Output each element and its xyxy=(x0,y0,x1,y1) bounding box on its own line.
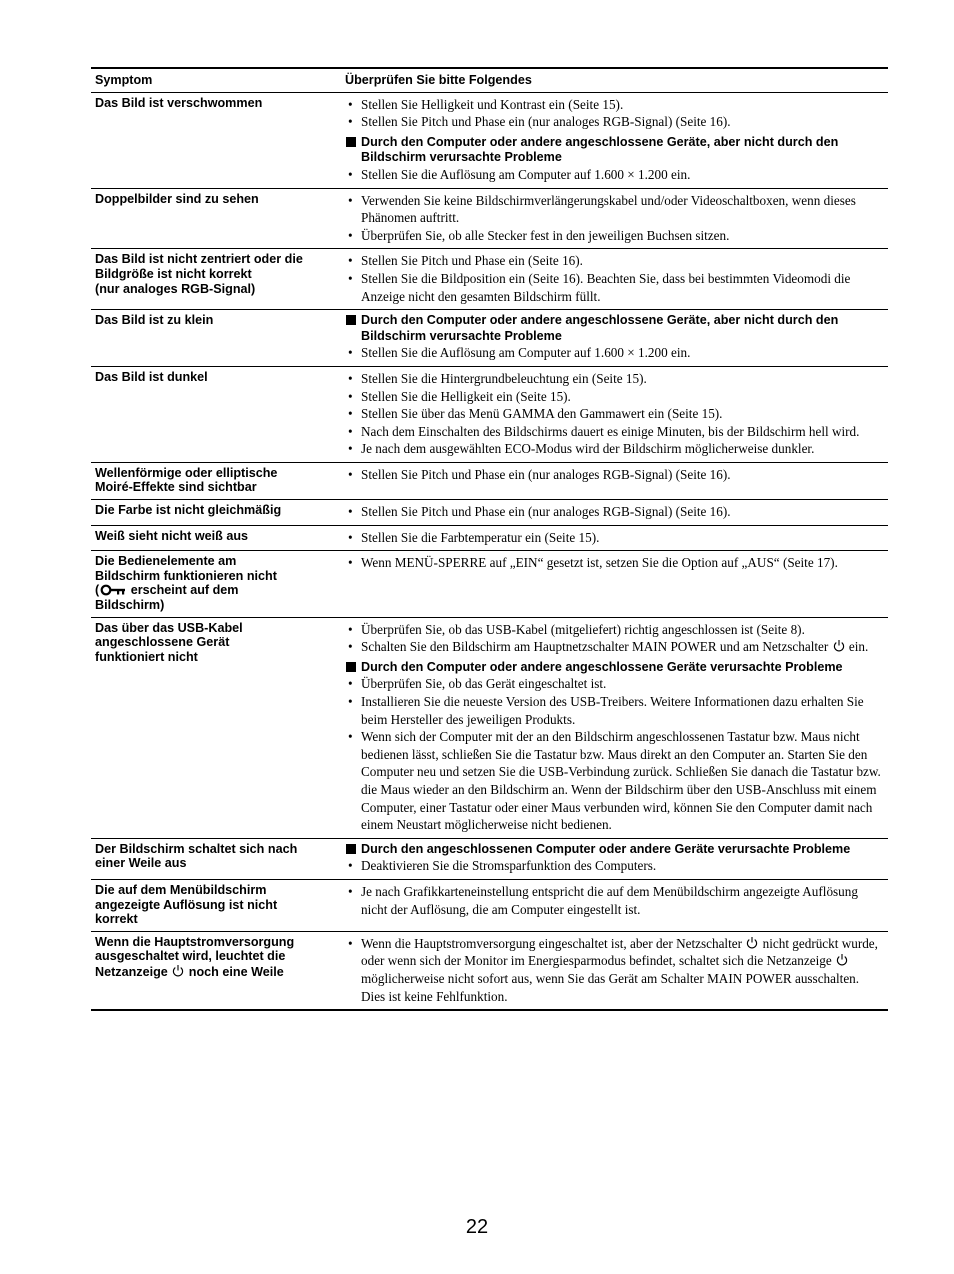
symptom-cell: Das Bild ist verschwommen xyxy=(95,95,263,110)
symptom-line: Die auf dem Menübildschirm xyxy=(95,882,267,897)
table-row xyxy=(91,310,888,367)
symptom-line: angeschlossene Gerät xyxy=(95,635,230,650)
symptom-cell xyxy=(91,551,341,616)
check-cell xyxy=(341,93,888,188)
table-row xyxy=(91,93,888,189)
list-item: • Überprüfen Sie, ob das USB-Kabel (mitgeliefert) richtig angeschlossen ist (Seite 8). xyxy=(343,621,884,639)
list-item: • Stellen Sie die Hintergrundbeleuchtung ein (Seite 15). xyxy=(343,370,884,388)
list-item: • Wenn sich der Computer mit der an den Bildschirm angeschlossenen Tastatur bzw. Maus nicht bedienen lässt, schließen Sie die Tastatur bzw. Maus direkt an den Computer an. Starten Sie den Computer neu und setzen Sie die USB-Verbindung zurück. Schließen Sie danach die Tastatur bzw. die Maus wieder an den Bildschirm an. Wenn der Bildschirm über den USB-Anschluss mit einem Computer, einer Tastatur oder einer Maus verbunden wird, können Sie den Computer damit nach einem Neustart möglicherweise nicht bedienen. xyxy=(343,728,884,834)
symptom-line: Wellenförmige oder elliptische xyxy=(95,465,278,480)
list-item: • Stellen Sie über das Menü GAMMA den Gammawert ein (Seite 15). xyxy=(343,405,884,423)
symptom-line: angezeigte Auflösung ist nicht xyxy=(95,897,278,912)
table-row xyxy=(91,463,888,500)
list-item: • Je nach dem ausgewählten ECO-Modus wird der Bildschirm möglicherweise dunkler. xyxy=(343,440,884,458)
symptom-text: noch eine Weile xyxy=(185,964,284,979)
symptom-cell xyxy=(91,618,341,838)
symptom-line: (nur analoges RGB-Signal) xyxy=(95,281,256,296)
list-item: • Stellen Sie die Auflösung am Computer auf 1.600 × 1.200 ein. xyxy=(343,166,884,184)
symptom-line xyxy=(95,964,337,980)
table-row xyxy=(91,880,888,932)
symptom-line: Bildschirm) xyxy=(95,598,165,613)
symptom-line: korrekt xyxy=(95,912,138,927)
check-cell xyxy=(341,932,888,1009)
symptom-cell xyxy=(91,463,341,499)
symptom-line: Das Bild ist nicht zentriert oder die xyxy=(95,252,303,267)
list-item-text: möglicherweise nicht sofort aus, wenn Sie das Gerät am Schalter MAIN POWER ausschalten. Dies ist keine Fehlfunktion. xyxy=(361,970,860,1004)
list-item: • Stellen Sie die Auflösung am Computer auf 1.600 × 1.200 ein. xyxy=(343,344,884,362)
list-item: • Stellen Sie Pitch und Phase ein (nur analoges RGB-Signal) (Seite 16). xyxy=(343,113,884,131)
check-cell xyxy=(341,500,888,525)
list-item: • Stellen Sie die Farbtemperatur ein (Seite 15). xyxy=(343,529,884,547)
list-item: • Stellen Sie die Helligkeit ein (Seite 15). xyxy=(343,388,884,406)
symptom-cell: Weiß sieht nicht weiß aus xyxy=(95,528,249,543)
square-bullet-icon xyxy=(346,137,356,147)
symptom-cell: Das Bild ist dunkel xyxy=(95,369,208,384)
table-row xyxy=(91,367,888,463)
list-item: • Stellen Sie die Bildposition ein (Seite 16). Beachten Sie, dass bei bestimmten Videomodi die Anzeige nicht den gesamten Bildschirm füllt. xyxy=(343,270,884,305)
check-cell xyxy=(341,367,888,462)
troubleshooting-table xyxy=(91,67,888,1011)
symptom-line: Bildschirm funktionieren nicht xyxy=(95,568,277,583)
header-check: Überprüfen Sie bitte Folgendes xyxy=(345,73,532,87)
symptom-line: Bildgröße ist nicht korrekt xyxy=(95,266,252,281)
section-heading-text: Durch den Computer oder andere angeschlossene Geräte, aber nicht durch den Bildschirm verursachte Probleme xyxy=(361,134,839,165)
list-item: • Stellen Sie Helligkeit und Kontrast ein (Seite 15). xyxy=(343,96,884,114)
section-heading-text: Durch den Computer oder andere angeschlossene Geräte, aber nicht durch den Bildschirm verursachte Probleme xyxy=(361,313,839,343)
symptom-cell xyxy=(91,839,341,879)
key-icon xyxy=(100,584,126,596)
page-number: 22 xyxy=(465,1216,489,1238)
symptom-text: ( xyxy=(95,583,100,598)
table-row xyxy=(91,839,888,880)
symptom-text: erscheint auf dem xyxy=(127,583,239,598)
symptom-line: Das über das USB-Kabel xyxy=(95,620,243,635)
check-cell xyxy=(341,880,888,931)
header-symptom: Symptom xyxy=(95,73,153,87)
symptom-cell: Das Bild ist zu klein xyxy=(95,313,214,328)
symptom-line: Moiré-Effekte sind sichtbar xyxy=(95,480,257,495)
symptom-line: Die Bedienelemente am xyxy=(95,554,237,569)
list-item xyxy=(343,935,884,1005)
power-icon xyxy=(833,639,845,652)
symptom-cell: Doppelbilder sind zu sehen xyxy=(95,191,259,206)
check-cell xyxy=(341,310,888,366)
list-item: • Verwenden Sie keine Bildschirmverlängerungskabel und/oder Videoschaltboxen, wenn dieses Phänomen auftritt. xyxy=(343,192,884,227)
list-item: • Überprüfen Sie, ob das Gerät eingeschaltet ist. xyxy=(343,675,884,693)
section-heading xyxy=(343,842,884,858)
list-item-text: ein. xyxy=(845,639,869,655)
symptom-cell: Die Farbe ist nicht gleichmäßig xyxy=(95,503,282,518)
list-item-text: Wenn die Hauptstromversorgung eingeschaltet ist, aber der Netzschalter xyxy=(361,935,746,951)
section-heading xyxy=(343,313,884,344)
check-cell xyxy=(341,551,888,616)
power-icon xyxy=(836,953,848,966)
power-icon xyxy=(746,936,758,949)
table-row xyxy=(91,249,888,310)
square-bullet-icon xyxy=(346,315,356,325)
list-item: • Stellen Sie Pitch und Phase ein (Seite 16). xyxy=(343,252,884,270)
table-row xyxy=(91,932,888,1009)
check-cell xyxy=(341,189,888,249)
list-item: • Wenn MENÜ-SPERRE auf „EIN“ gesetzt ist, setzen Sie die Option auf „AUS“ (Seite 17). xyxy=(343,554,884,572)
list-item: • Überprüfen Sie, ob alle Stecker fest in den jeweiligen Buchsen sitzen. xyxy=(343,227,884,245)
table-row xyxy=(91,551,888,617)
section-heading xyxy=(343,660,884,676)
table-row xyxy=(91,189,888,250)
symptom-cell xyxy=(91,249,341,309)
check-cell xyxy=(341,463,888,499)
section-heading-text: Durch den Computer oder andere angeschlossene Geräte verursachte Probleme xyxy=(361,659,843,674)
symptom-cell xyxy=(91,932,341,1009)
symptom-line: Der Bildschirm schaltet sich nach xyxy=(95,841,298,856)
section-heading xyxy=(343,135,884,166)
list-item: • Nach dem Einschalten des Bildschirms dauert es einige Minuten, bis der Bildschirm hell wird. xyxy=(343,423,884,441)
table-header-row xyxy=(91,69,888,93)
list-item: • Stellen Sie Pitch und Phase ein (nur analoges RGB-Signal) (Seite 16). xyxy=(343,466,884,484)
section-heading-text: Durch den angeschlossenen Computer oder andere Geräte verursachte Probleme xyxy=(361,841,851,856)
symptom-cell xyxy=(91,880,341,931)
check-cell xyxy=(341,249,888,309)
list-item: • Deaktivieren Sie die Stromsparfunktion des Computers. xyxy=(343,857,884,875)
symptom-line xyxy=(95,583,337,598)
list-item: • Installieren Sie die neueste Version des USB-Treibers. Weitere Informationen dazu erhalten Sie beim Hersteller des jeweiligen Produkts. xyxy=(343,693,884,728)
square-bullet-icon xyxy=(346,662,356,672)
symptom-line: ausgeschaltet wird, leuchtet die xyxy=(95,949,286,964)
check-cell xyxy=(341,618,888,838)
symptom-line: Wenn die Hauptstromversorgung xyxy=(95,934,295,949)
list-item xyxy=(343,638,884,656)
table-row xyxy=(91,526,888,552)
square-bullet-icon xyxy=(346,844,356,854)
list-item-text: nicht gedrückt wurde, oder wenn sich der Monitor im Energiesparmodus befindet, schaltet sich die Netzanzeige xyxy=(361,935,878,969)
power-icon xyxy=(172,964,184,977)
list-item: • Je nach Grafikkarteneinstellung entspricht die auf dem Menübildschirm angezeigte Auflösung nicht der Auflösung, die am Computer eingestellt ist. xyxy=(343,883,884,918)
list-item: • Stellen Sie Pitch und Phase ein (nur analoges RGB-Signal) (Seite 16). xyxy=(343,503,884,521)
table-row xyxy=(91,500,888,526)
table-row xyxy=(91,618,888,839)
check-cell xyxy=(341,839,888,879)
symptom-text: Netzanzeige xyxy=(95,964,172,979)
list-item-text: Schalten Sie den Bildschirm am Hauptnetzschalter MAIN POWER und am Netzschalter xyxy=(361,639,832,655)
symptom-line: funktioniert nicht xyxy=(95,649,198,664)
symptom-line: einer Weile aus xyxy=(95,856,187,871)
check-cell xyxy=(341,526,888,551)
